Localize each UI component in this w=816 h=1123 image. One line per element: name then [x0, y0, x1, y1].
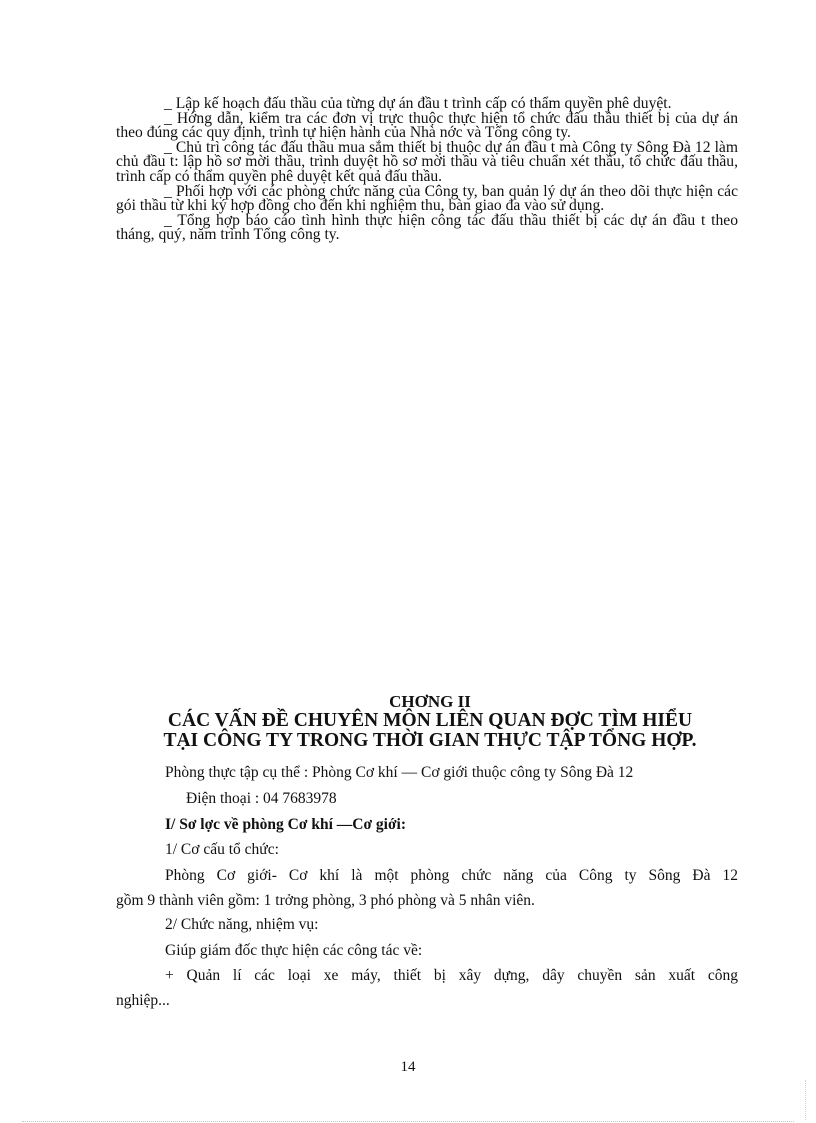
bottom-dotted-divider [22, 1121, 794, 1122]
subheading-structure: 1/ Cơ cấu tổ chức: [165, 841, 279, 858]
function-item-line: nghiệp... [116, 992, 170, 1009]
section-heading: I/ Sơ lợc về phòng Cơ khí —Cơ giới: [165, 816, 407, 833]
duty-paragraph: _ Tổng hợp báo cáo tình hình thực hiện công tác đấu thầu thiết bị các dự án đầu t theo tháng, quý, năm trình Tổng công ty. [116, 211, 739, 244]
page-number: 14 [400, 1059, 416, 1075]
phone-line: Điện thoại : 04 7683978 [186, 790, 337, 807]
subheading-functions: 2/ Chức năng, nhiệm vụ: [165, 916, 319, 933]
duty-paragraph: _ Phối hợp với các phòng chức năng của Công ty, ban quản lý dự án theo dõi thực hiện các gói thầu từ khi ký hợp đồng cho đến khi nghiệm thu, bàn giao đa vào sử dụng. [116, 182, 738, 215]
org-paragraph-line: gồm 9 thành viên gồm: 1 trởng phòng, 3 phó phòng và 5 nhân viên. [116, 892, 535, 909]
function-item-line: + Quản lí các loại xe máy, thiết bị xây dựng, dây chuyền sản xuất công [165, 967, 738, 984]
functions-intro: Giúp giám đốc thực hiện các công tác về: [165, 942, 423, 959]
chapter-number: CHƠNG II [389, 692, 471, 711]
duty-paragraph: _ Chủ trì công tác đấu thầu mua sắm thiết bị thuộc dự án đầu t mà Công ty Sông Đà 12 làm chủ đầu t: lập hồ sơ mời thầu, trình duyệt hồ sơ mời thầu và tiêu chuẩn xét thầu, tổ chức đấu thầu, trình cấp có thẩm quyền phê duyệt kết quả đấu thầu. [116, 138, 738, 185]
duty-paragraph: _ Lập kế hoạch đấu thầu của từng dự án đầu t trình cấp có thẩm quyền phê duyệt. [164, 95, 672, 112]
org-paragraph-line: Phòng Cơ giới- Cơ khí là một phòng chức năng của Công ty Sông Đà 12 [165, 867, 738, 884]
chapter-title-line: CÁC VẤN ĐỀ CHUYÊN MÔN LIÊN QUAN ĐỢC TÌM HIỂU [167, 710, 693, 731]
chapter-title [100, 711, 760, 751]
chapter-title-line: TẠI CÔNG TY TRONG THỜI GIAN THỰC TẬP TỔNG HỢP. [163, 730, 697, 751]
department-line: Phòng thực tập cụ thể : Phòng Cơ khí — Cơ giới thuộc công ty Sông Đà 12 [165, 764, 634, 781]
duties-list [116, 97, 738, 243]
right-dotted-divider [805, 1080, 806, 1120]
duty-paragraph: _ Hớng dẫn, kiểm tra các đơn vị trực thuộc thực hiện tổ chức đấu thầu thiết bị của dự án theo đúng các quy định, trình tự hiện hành của Nhà nớc và Tổng công ty. [116, 109, 739, 142]
